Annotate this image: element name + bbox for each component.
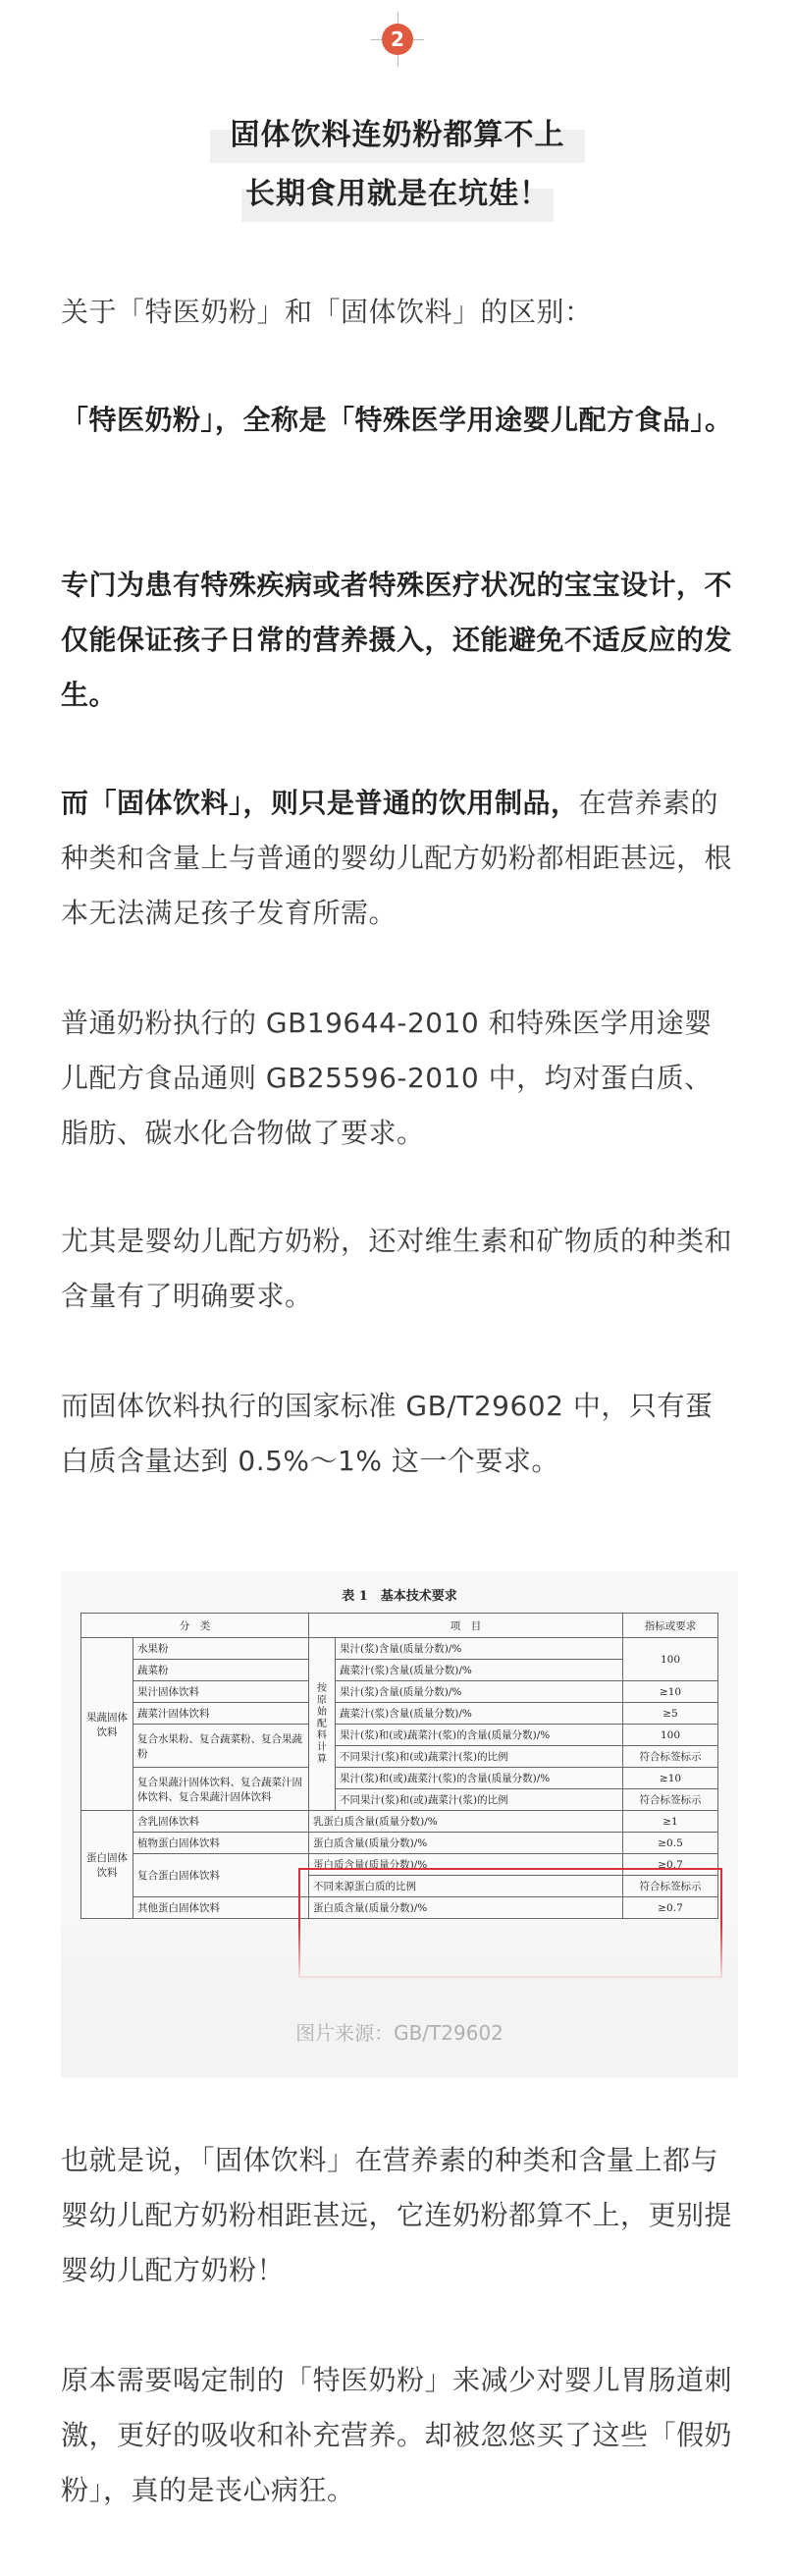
table-cell: 蛋白质含量(质量分数)/% <box>309 1854 623 1876</box>
solid-drink-emphasis: 而「固体饮料」，则只是普通的饮用制品， <box>61 787 579 819</box>
table-cell: 符合标签标示 <box>623 1789 718 1811</box>
table-cell: 不同果汁(浆)和(或)蔬菜汁(浆)的比例 <box>336 1789 623 1811</box>
category-protein: 蛋白固体饮料 <box>81 1811 133 1919</box>
table-row <box>81 1811 718 1833</box>
table-cell: 蔬菜汁(浆)含量(质量分数)/% <box>336 1703 623 1725</box>
headline-line-1 <box>0 110 795 169</box>
table-cell: 不同来源蛋白质的比例 <box>309 1876 623 1897</box>
table-cell: ≥0.7 <box>623 1897 718 1919</box>
table-title: 表 1 基本技术要求 <box>342 1589 457 1604</box>
table-cell: ≥10 <box>623 1681 718 1703</box>
paragraph-formula-requirements: 尤其是婴幼儿配方奶粉，还对维生素和矿物质的种类和含量有了明确要求。 <box>61 1225 733 1312</box>
table-cell: 含乳固体饮料 <box>133 1811 309 1833</box>
category-fruit-veg: 果蔬固体饮料 <box>81 1638 133 1811</box>
table-row <box>81 1768 718 1789</box>
table-cell: ≥5 <box>623 1703 718 1725</box>
table-cell: 不同果汁(浆)和(或)蔬菜汁(浆)的比例 <box>336 1746 623 1768</box>
image-caption-band <box>61 1984 738 2078</box>
image-caption: 图片来源：GB/T29602 <box>295 2021 504 2045</box>
table-cell: 蔬菜汁(浆)含量(质量分数)/% <box>336 1660 623 1681</box>
section-headline <box>0 110 795 228</box>
section-number-badge: 2 <box>382 24 413 55</box>
table-cell: 蔬菜粉 <box>133 1660 309 1681</box>
table-cell: 乳蛋白质含量(质量分数)/% <box>309 1811 623 1833</box>
table-cell: 水果粉 <box>133 1638 309 1660</box>
table-cell: ≥0.7 <box>623 1854 718 1876</box>
solid-drink-rest: 在营养素的种类和含量上与普通的婴幼儿配方奶粉都相距甚远，根本无法满足孩子发育所需。 <box>61 787 733 929</box>
table-header-requirement: 指标或要求 <box>623 1614 718 1638</box>
table-row <box>81 1703 718 1725</box>
table-cell: 其他蛋白固体饮料 <box>133 1897 309 1919</box>
table-cell: 蛋白质含量(质量分数)/% <box>309 1833 623 1854</box>
table-cell: 符合标签标示 <box>623 1876 718 1897</box>
calc-basis-label: 按原始配料计算 <box>309 1638 336 1811</box>
table-cell: 果汁(浆)含量(质量分数)/% <box>336 1681 623 1703</box>
paragraph-warning: 原本需要喝定制的「特医奶粉」来减少对婴儿胃肠道刺激，更好的吸收和补充营养。却被忽悠买了这些「假奶粉」，真的是丧心病狂。 <box>61 2364 733 2506</box>
headline-text-1: 固体饮料连奶粉都算不上 <box>230 118 565 152</box>
table-cell: 复合水果粉、复合蔬菜粉、复合果蔬粉 <box>133 1725 309 1768</box>
table-row <box>81 1833 718 1854</box>
table-cell: 蔬菜汁固体饮料 <box>133 1703 309 1725</box>
table-cell: 100 <box>623 1638 718 1681</box>
table-cell: ≥0.5 <box>623 1833 718 1854</box>
section-header <box>0 0 795 79</box>
table-cell: 植物蛋白固体饮料 <box>133 1833 309 1854</box>
table-header-category: 分 类 <box>81 1614 309 1638</box>
table-cell: 果汁(浆)和(或)蔬菜汁(浆)的含量(质量分数)/% <box>336 1768 623 1789</box>
image-fade <box>61 1925 738 1984</box>
paragraph-conclusion: 也就是说，「固体饮料」在营养素的种类和含量上都与婴幼儿配方奶粉相距甚远，它连奶粉都算不上，更别提婴幼儿配方奶粉！ <box>61 2144 733 2286</box>
table-cell: 复合果蔬汁固体饮料、复合蔬菜汁固体饮料、复合果蔬汁固体饮料 <box>133 1768 309 1811</box>
table-cell: 果汁固体饮料 <box>133 1681 309 1703</box>
table-cell: ≥10 <box>623 1768 718 1789</box>
headline-text-2: 长期食用就是在坑娃！ <box>245 177 550 211</box>
table-cell: 复合蛋白固体饮料 <box>133 1854 309 1897</box>
headline-line-2 <box>0 169 795 228</box>
table-row <box>81 1725 718 1746</box>
table-cell: 蛋白质含量(质量分数)/% <box>309 1897 623 1919</box>
table-header-row <box>81 1614 718 1638</box>
table-cell: 果汁(浆)含量(质量分数)/% <box>336 1638 623 1660</box>
paragraph-standards: 普通奶粉执行的 GB19644-2010 和特殊医学用途婴儿配方食品通则 GB25596-2010 中，均对蛋白质、脂肪、碳水化合物做了要求。 <box>61 1007 713 1149</box>
paragraph-solid-drink <box>61 776 738 941</box>
table-row <box>81 1638 718 1660</box>
paragraph-intro: 关于「特医奶粉」和「固体饮料」的区别： <box>61 296 593 328</box>
table-cell: 果汁(浆)和(或)蔬菜汁(浆)的含量(质量分数)/% <box>336 1725 623 1746</box>
table-header-item: 项 目 <box>309 1614 623 1638</box>
table-row <box>81 1660 718 1681</box>
paragraph-solid-drink-standard: 而固体饮料执行的国家标准 GB/T29602 中，只有蛋白质含量达到 0.5%～1% 这一个要求。 <box>61 1390 714 1477</box>
table-cell: ≥1 <box>623 1811 718 1833</box>
paragraph-definition: 「特医奶粉」，全称是「特殊医学用途婴儿配方食品」。 <box>61 404 733 436</box>
table-row <box>81 1681 718 1703</box>
paragraph-special-medical: 专门为患有特殊疾病或者特殊医疗状况的宝宝设计，不仅能保证孩子日常的营养摄入，还能避免不适反应的发生。 <box>61 569 733 711</box>
standard-table-image <box>61 1571 738 1984</box>
table-cell: 符合标签标示 <box>623 1746 718 1768</box>
table-cell: 100 <box>623 1725 718 1746</box>
table-scan <box>71 1571 728 1984</box>
